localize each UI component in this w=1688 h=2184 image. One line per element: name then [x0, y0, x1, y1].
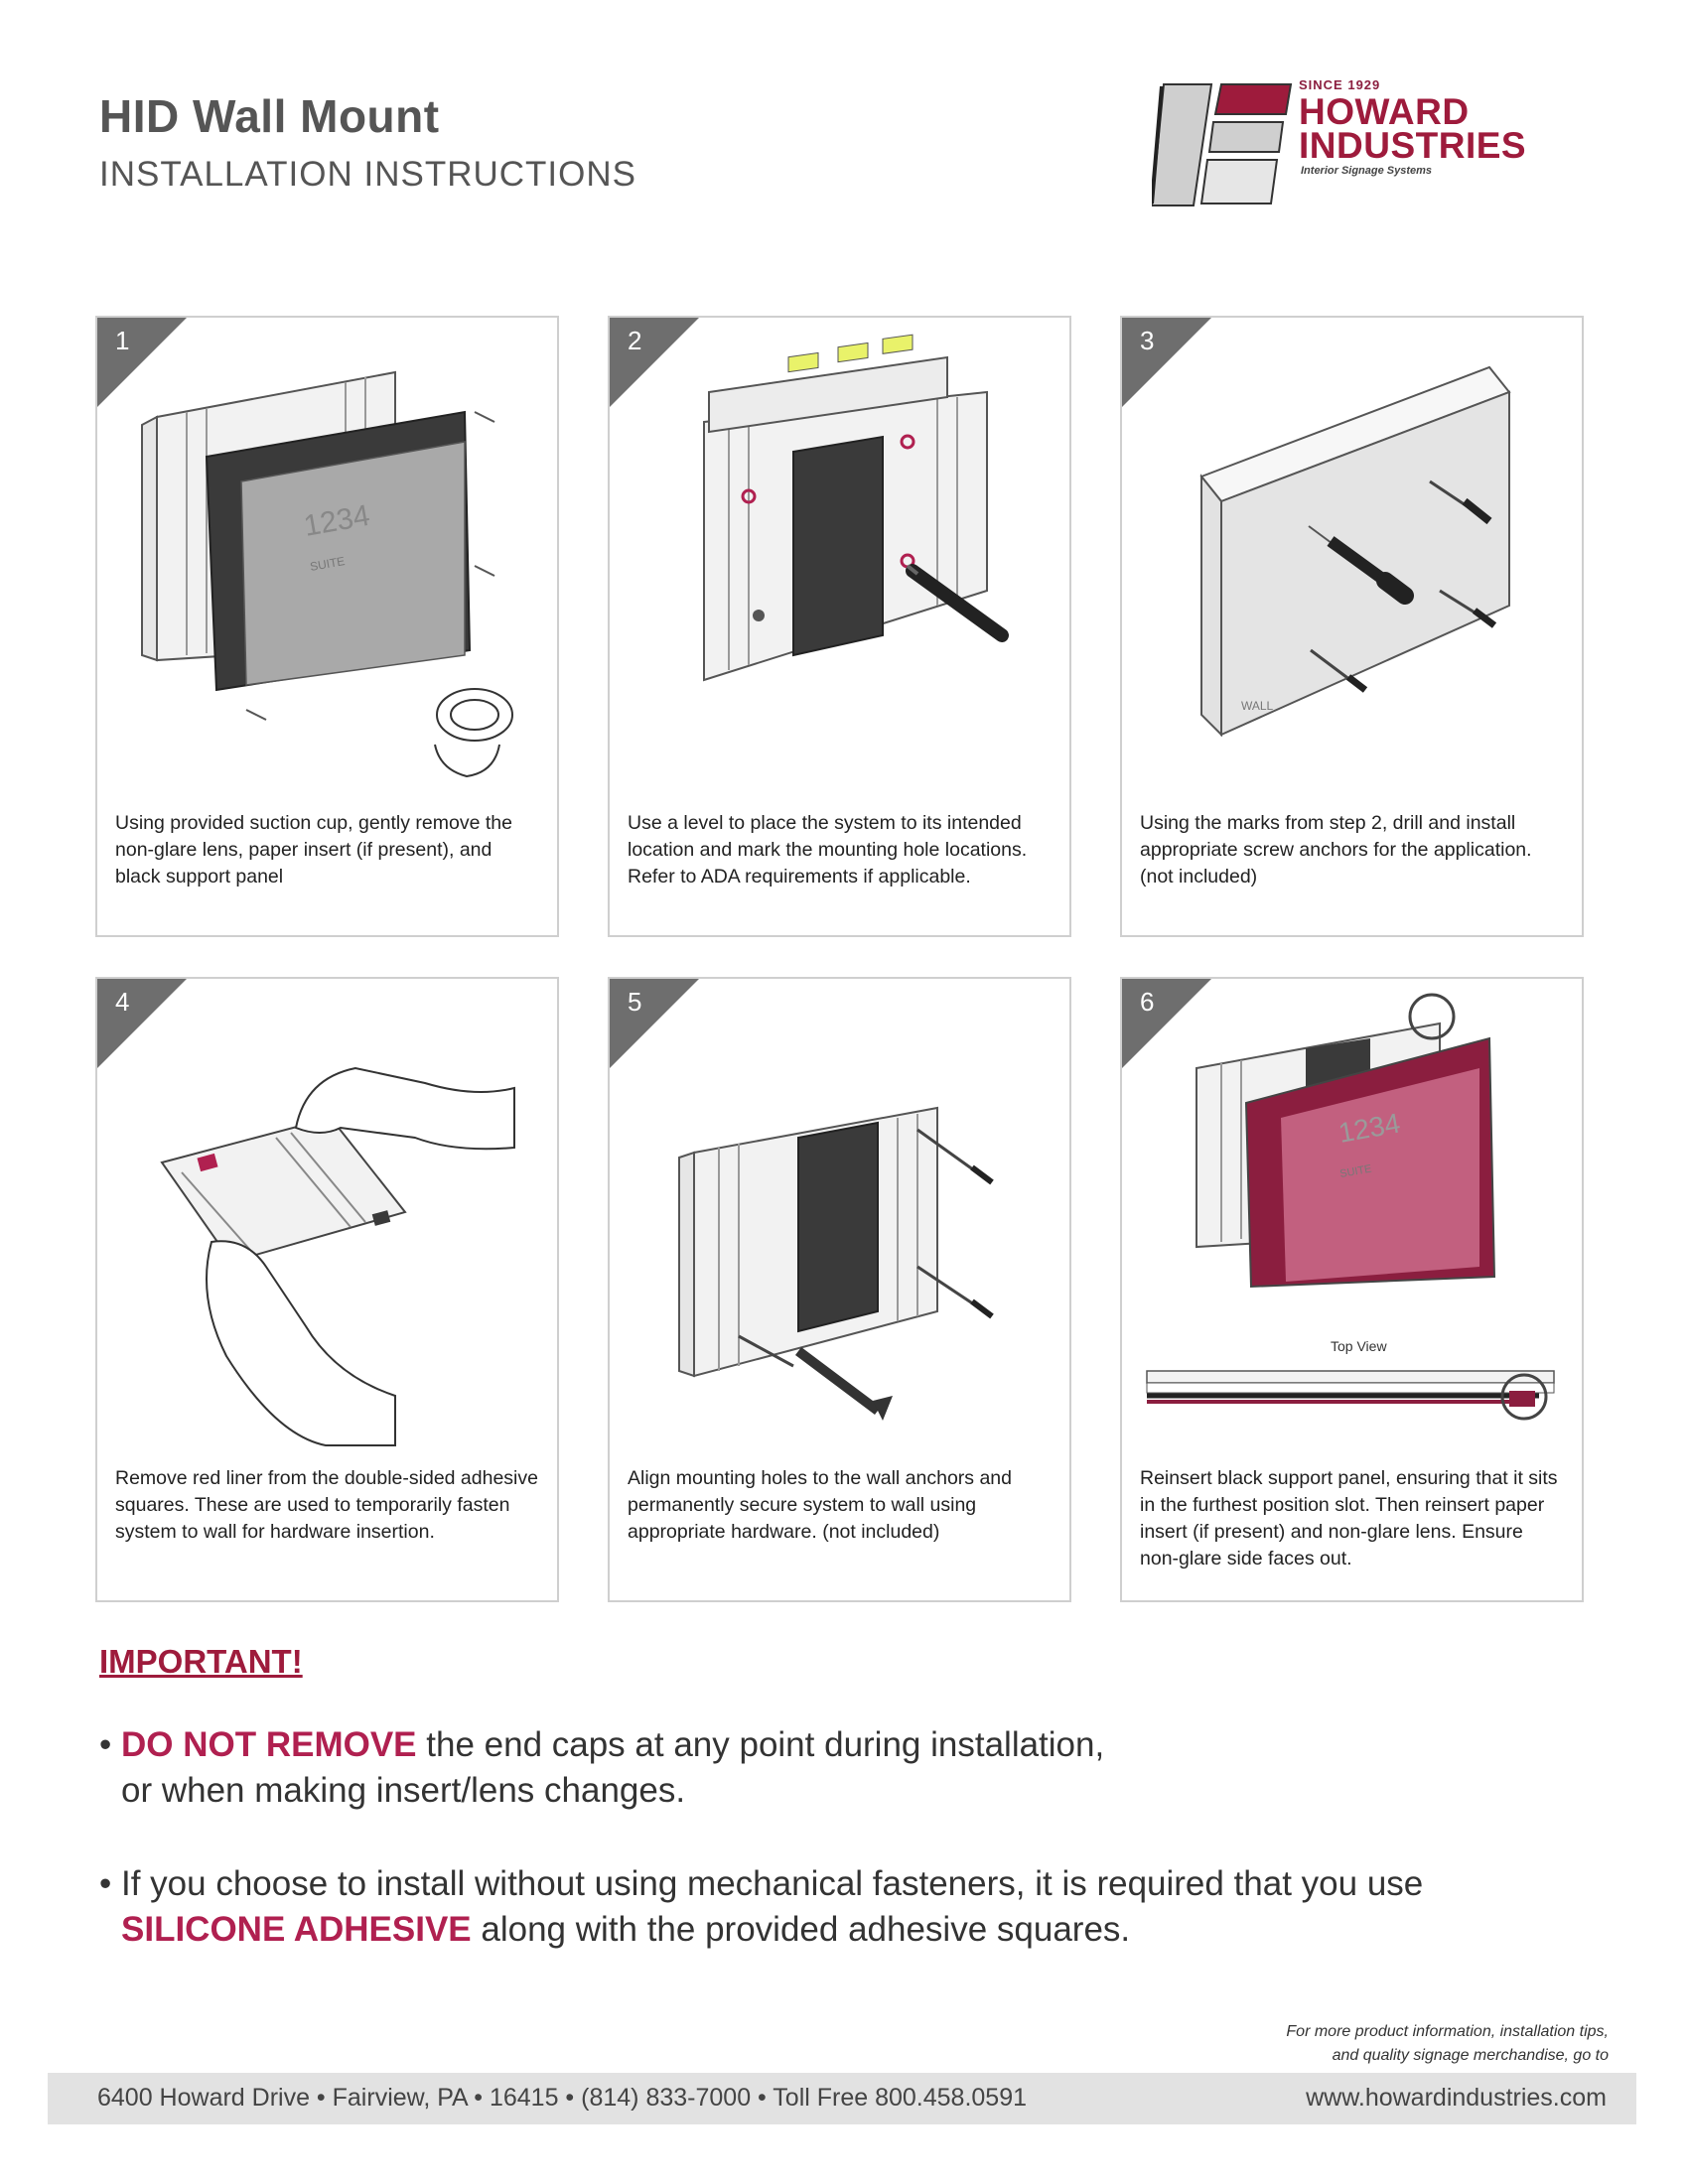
step-2-number: 2 — [628, 326, 642, 355]
step-panel-4 — [95, 977, 559, 1602]
more-info-line-1: For more product information, installation tips, — [1286, 2023, 1609, 2040]
more-info-note — [1286, 2020, 1609, 2068]
important-heading: IMPORTANT! — [99, 1643, 303, 1680]
step-3-number: 3 — [1140, 326, 1155, 355]
step-2-caption: Use a level to place the system to its intended location and mark the mounting hole locations. Refer to ADA requirements if applicable. — [628, 812, 1028, 887]
step-1-sign-subtext: SUITE — [309, 554, 347, 574]
logo-name-howard: HOWARD — [1299, 91, 1470, 132]
step-1-sign-number: 1234 — [301, 498, 372, 543]
step-1-caption: Using provided suction cup, gently remove the non-glare lens, paper insert (if present), and black support panel — [115, 812, 512, 887]
step-4-number: 4 — [115, 987, 130, 1017]
bullet-2-line-1: If you choose to install without using mechanical fasteners, it is required that you use — [121, 1864, 1424, 1903]
footer-address: 6400 Howard Drive • Fairview, PA • 16415 • (814) 833-7000 • Toll Free 800.458.0591 — [97, 2084, 1028, 2112]
step-1-number: 1 — [115, 326, 130, 355]
step-6-top-view-label: Top View — [1331, 1338, 1387, 1354]
more-info-line-2: and quality signage merchandise, go to — [1332, 2047, 1609, 2064]
step-panel-2 — [608, 316, 1071, 937]
step-6-badge-icon — [1122, 979, 1211, 1068]
step-panel-3 — [1120, 316, 1584, 937]
step-4-badge-icon — [97, 979, 187, 1068]
bullet-dot-icon: • — [99, 1725, 112, 1764]
footer-bar — [48, 2073, 1636, 2124]
step-5-number: 5 — [628, 987, 642, 1017]
logo-mark-icon — [1152, 74, 1301, 208]
step-2-badge-icon — [610, 318, 699, 407]
step-3-caption: Using the marks from step 2, drill and install appropriate screw anchors for the application. (not included) — [1140, 812, 1532, 887]
step-6-number: 6 — [1140, 987, 1155, 1017]
step-panel-5 — [608, 977, 1071, 1602]
step-6-sign-number: 1234 — [1336, 1107, 1403, 1149]
important-bullet-1 — [99, 1722, 1104, 1814]
step-4-caption: Remove red liner from the double-sided adhesive squares. These are used to temporarily fasten system to wall for hardware insertion. — [115, 1467, 538, 1543]
step-panel-6 — [1120, 977, 1584, 1602]
bullet-dot-icon: • — [99, 1864, 112, 1903]
logo-since: SINCE 1929 — [1299, 77, 1381, 92]
bullet-2-text: along with the provided adhesive squares. — [471, 1910, 1131, 1949]
page-subtitle: INSTALLATION INSTRUCTIONS — [99, 155, 636, 194]
step-5-badge-icon — [610, 979, 699, 1068]
step-1-badge-icon — [97, 318, 187, 407]
step-6-caption: Reinsert black support panel, ensuring that it sits in the furthest position slot. Then reinsert paper insert (if present) and non-glare lens. Ensure non-glare side faces out. — [1140, 1467, 1558, 1570]
step-3-badge-icon — [1122, 318, 1211, 407]
step-5-caption: Align mounting holes to the wall anchors and permanently secure system to wall using appropriate hardware. (not included) — [628, 1467, 1012, 1543]
website-link[interactable]: www.howardindustries.com — [1306, 2084, 1607, 2112]
step-panel-1 — [95, 316, 559, 937]
logo-tagline: Interior Signage Systems — [1301, 165, 1433, 177]
silicone-adhesive-text: SILICONE ADHESIVE — [121, 1910, 472, 1949]
howard-industries-logo — [1152, 74, 1599, 213]
bullet-1-line-2: or when making insert/lens changes. — [121, 1771, 686, 1810]
logo-name-industries: INDUSTRIES — [1299, 125, 1527, 166]
page-title: HID Wall Mount — [99, 90, 440, 142]
step-3-wall-label: WALL — [1241, 699, 1274, 713]
do-not-remove-text: DO NOT REMOVE — [121, 1725, 417, 1764]
bullet-1-text: the end caps at any point during installation, — [416, 1725, 1105, 1764]
step-6-sign-subtext: SUITE — [1338, 1162, 1373, 1180]
important-bullet-2 — [99, 1861, 1423, 1953]
